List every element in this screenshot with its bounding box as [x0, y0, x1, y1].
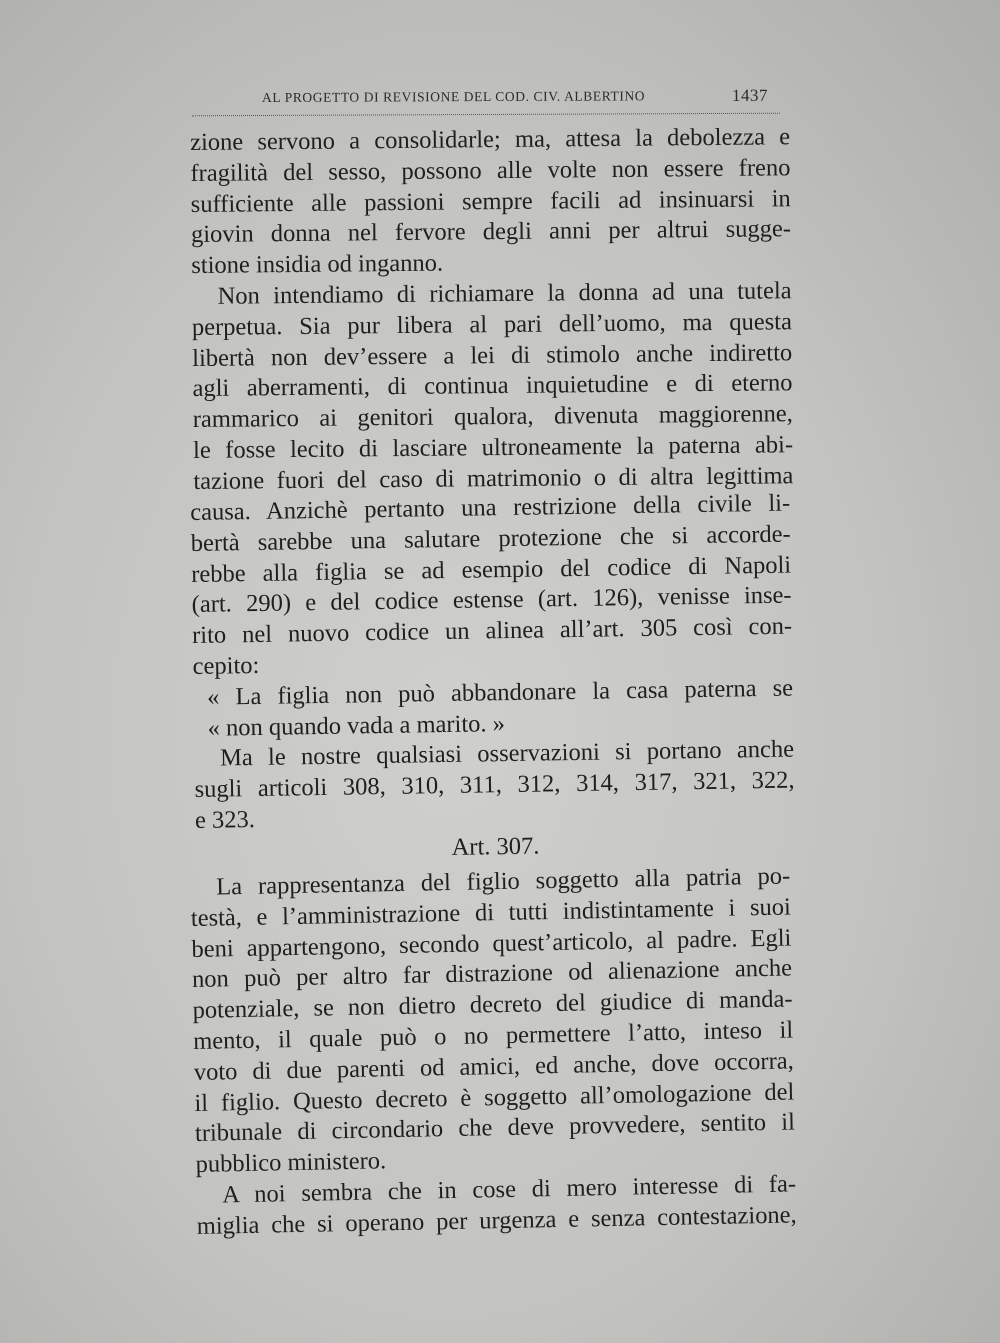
text-line: potenziale, se non dietro decreto del giudice di manda- [192, 985, 793, 1025]
text-line: mento, il quale può o no permettere l’atto, inteso il [192, 1016, 794, 1056]
text-line: tribunale di circondario che deve provvedere, sentito il [194, 1108, 796, 1148]
text-line: le fosse lecito di lasciare ultroneamente la paterna abi- [192, 431, 794, 464]
text-line: bertà sarebbe una salutare protezione che si accorde- [190, 519, 791, 557]
paragraph-group-2 [190, 488, 796, 867]
text-line: miglia che si operano per urgenza e senza contestazione, [196, 1201, 797, 1240]
text-line: causa. Anzichè pertanto una restrizione della civile li- [190, 489, 791, 526]
running-title: AL PROGETTO DI REVISIONE DEL COD. CIV. ALBERTINO [262, 88, 646, 105]
text-line: non può per altro far distrazione od alienazione anche [191, 954, 793, 994]
text-line: rito nel nuovo codice un alinea all’art. 305 così con- [191, 612, 793, 649]
text-line: rebbe alla figlia se ad esempio del codice di Napoli [190, 550, 792, 588]
text-line: cepito: [192, 651, 260, 680]
text-line: Ma le nostre qualsiasi osservazioni si portano anche [219, 735, 795, 772]
text-line: fragilità del sesso, possono alle volte non essere freno [190, 154, 791, 187]
text-line: beni appartengono, secondo quest’articolo, al padre. Egli [191, 924, 792, 963]
text-line: rammarico ai genitori qualora, divenuta maggiorenne, [192, 400, 793, 434]
text-line: perpetua. Sia pur libera al pari dell’uomo, ma questa [191, 308, 793, 341]
quote-line: « La figlia non può abbandonare la casa paterna se [206, 673, 794, 711]
text-line: La rappresentanza del figlio soggetto alla patria po- [216, 862, 791, 901]
text-line: libertà non dev’essere a lei di stimolo anche indiretto [192, 338, 793, 372]
text-line: pubblico ministero. [195, 1147, 387, 1179]
paragraph-group-3 [190, 862, 797, 1243]
quote-line: « non quando vada a marito. » [207, 709, 506, 741]
page-number: 1437 [731, 85, 769, 105]
text-line: tazione fuori del caso di matrimonio o di altra legittima [193, 461, 794, 495]
text-line: giovin donna nel fervore degli anni per altrui sugge- [190, 215, 792, 249]
text-line: testà, e l’amministrazione di tutti indistintamente i suoi [190, 893, 792, 932]
text-line: zione servono a consolidarle; ma, attesa la debolezza e [190, 123, 791, 156]
text-line: e 323. [194, 805, 256, 834]
text-line: agli aberramenti, di continua inquietudine e di eterno [192, 369, 793, 403]
text-line: sufficiente alle passioni sempre facili ad insinuarsi in [190, 184, 791, 218]
running-header [262, 85, 782, 114]
text-line: Non intendiamo di richiamare la donna ad una tutela [217, 277, 792, 310]
text-line: A noi sembra che in cose di mero interesse di fa- [221, 1170, 797, 1209]
text-line: voto di due parenti od amici, ed anche, dove occorra, [193, 1047, 794, 1086]
text-line: il figlio. Questo decreto è soggetto all’omologazione del [194, 1078, 795, 1117]
text-line: sugli articoli 308, 310, 311, 312, 314, 317, 321, 322, [194, 766, 795, 803]
paragraph-group-1 [190, 122, 794, 497]
article-heading: Art. 307. [451, 831, 540, 861]
body-text [190, 123, 797, 1243]
text-line: stione insidia od inganno. [191, 249, 444, 280]
text-line: (art. 290) e del codice estense (art. 126), venisse inse- [191, 581, 792, 618]
